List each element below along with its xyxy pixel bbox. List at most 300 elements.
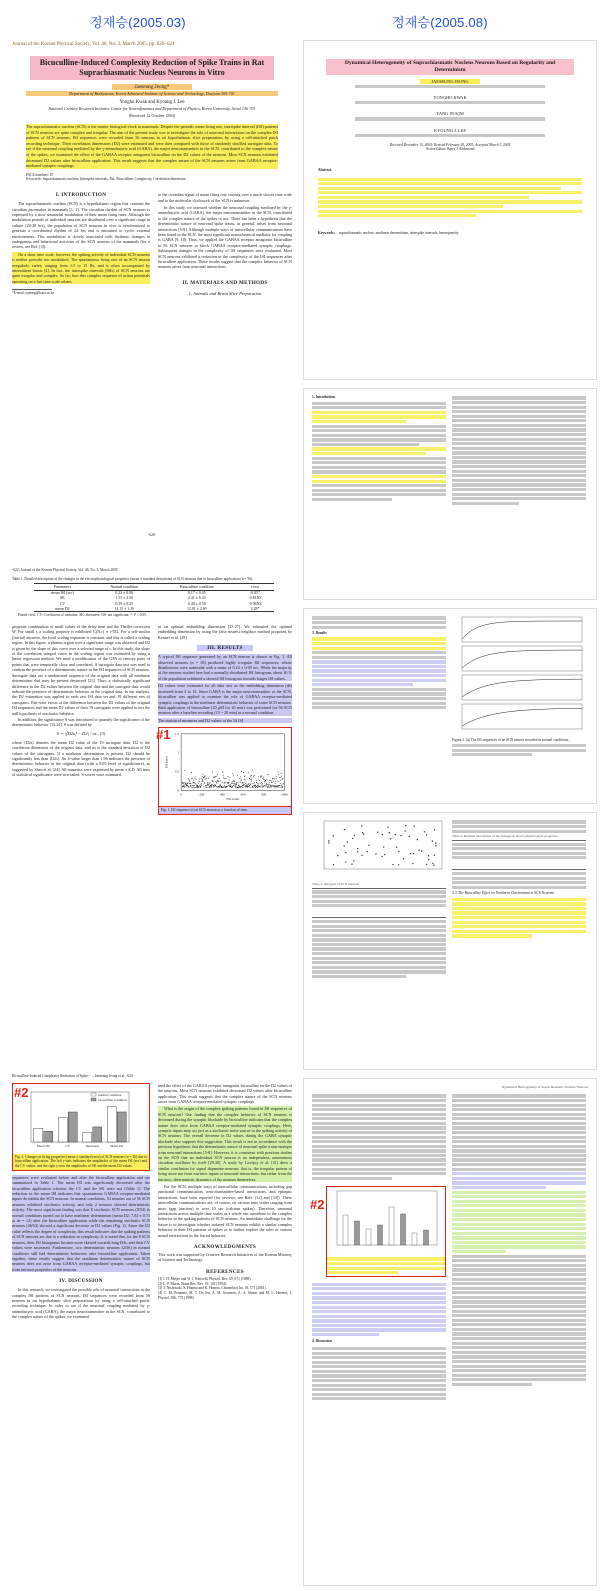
figure-1-point (207, 787, 208, 788)
figure-1-point (268, 774, 269, 775)
r3-table-1-caption: Table 1. Subtypes of SCN neurons (312, 882, 359, 886)
figure-1-point (196, 779, 197, 780)
r3-scatter-point (398, 851, 399, 852)
keywords-line: Keywords: Suprachiasmatic nucleus, Interspike intervals, Rat, Bicuculline, Complexity, Correlation dimension (26, 177, 186, 182)
r4-bar (378, 1225, 383, 1245)
r2-panel-curve (462, 679, 582, 697)
figure-1-point (216, 782, 217, 783)
r3-scatter-point (384, 854, 385, 855)
figure-1-point (191, 773, 192, 774)
figure-1-point (253, 787, 254, 788)
figure-1-point (208, 778, 209, 779)
legend-swatch (91, 1098, 96, 1101)
figure-1-point (206, 785, 207, 786)
table-1-cell: mean ISI (sec) (51, 591, 74, 596)
r3-scatter-point (428, 859, 429, 860)
table-1-cell: -0.81NS (248, 596, 262, 601)
r3-scatter-point (434, 829, 435, 830)
r3-scatter-point (432, 863, 433, 864)
r4-bar (412, 1233, 417, 1245)
figure-2-bar-bicuculline (44, 1131, 53, 1142)
table-1-cell: 12.01 ± 2.69 (186, 606, 207, 611)
mark-2-left: #2 (14, 1084, 29, 1100)
figure-2-bar-bicuculline (117, 1112, 126, 1142)
r3-scatter-point (435, 842, 436, 843)
reference-item: [3] T. Nishiwaki, S. Honma and K. Honma, Chronobiol Int. 18, 571 (2001). (158, 1286, 267, 1291)
r3-scatter-point (410, 853, 411, 854)
r1-abstract-label: Abstract. (318, 168, 333, 173)
figure-1-point (189, 779, 190, 780)
table-1-header-cell: Parameters (53, 585, 72, 589)
r2-panel-frame (462, 617, 582, 642)
figure-1-xtick: 200 (199, 792, 205, 797)
figure-1-point (239, 787, 240, 788)
figure-1-point (253, 783, 254, 784)
figure-1-point (248, 786, 249, 787)
r4-section-discussion: 4. Discussion (312, 1339, 332, 1344)
intro-para-1-text: The suprachiasmatic nucleus (SCN) is a hypothalamic region that contains the circadian pacemaker in mammals [1, 2]. The circadian rhythm of SCN neurons is expressed by a slow sinusoidal modulation of their mean firing rates. Although the modulation periods of individual neurons are distributed over a significant range in culture (20-28 hrs), the population of SCN neurons in vivo is synchronized to generate a coordinated rhythm of 24 hrs and is entrained to cyclic external environments. This modulation is closely associated with rhythmic changes in endogenous and behavioral activities of the SCN neurons of the mammals (for a review, see Ref. [3]). (12, 201, 150, 250)
r1-author: KYOUNG J. LEE (433, 127, 467, 133)
section-acknowledgments: ACKNOWLEDGMENTS (193, 1244, 257, 1251)
figure-1-point (219, 787, 220, 788)
figure-1-point (213, 787, 214, 788)
figure-2-group-label: CV (65, 1143, 71, 1148)
figure-1-point (271, 781, 272, 782)
r3-scatter-point (375, 853, 376, 854)
r1-author: YONGHO KWAK (433, 95, 467, 101)
figure-1-ylabel: ISI (sec) (164, 756, 169, 769)
figure-1-point (182, 782, 183, 783)
table-1-cell: 0.22 ± 0.06 (115, 591, 134, 596)
r4-running-head: Dynamical Heterogeneity of Suprachiasmatic Nucleus Neurons (501, 1085, 588, 1089)
figure-1-ytick: 0 (177, 788, 180, 793)
figure-1-point (257, 785, 258, 786)
figure-1-xtick: 800 (261, 792, 267, 797)
figure-1-point (278, 782, 279, 783)
figure-1-point (279, 777, 280, 778)
r3-scatter-point (418, 849, 419, 850)
figure-1-ytick: 1 (177, 750, 180, 755)
r3-scatter-point (337, 855, 338, 856)
figure-2-bar-normal (58, 1117, 67, 1141)
figure-1-point (184, 787, 185, 788)
figure-1-point (276, 776, 277, 777)
figure-1-point (275, 786, 276, 787)
r3-scatter-point (377, 832, 378, 833)
abstract-text: The suprachiasmatic nucleus (SCN) is the master biological clock in mammals. Despite the periodic mean firing rate, interspike interval (ISI) patterns of SCN neurons are quite complex and irregular. The aim of the present study was to investigate the role of neuronal interactions on the complex ISI patterns of SCN neurons. ISI sequences were recorded from 56 neurons in rat hypothalamic slice preparations by using a cell-attached patch recording technique. Their correlation dimensions (D2) were estimated and were then compared with those of randomly shuffled surrogate data. To see if the neuronal coupling mediated by the γ-aminobutyric acid (GABA), the major neurotransmitter in the SCN, contributed to the complex nature of the spikes, we examined the effect of the GABAA receptor antagonist bicuculline on the D2 values of the neurons. Most SCN neurons exhibited decreased D2 values after bicuculline application. This result suggests that the complex nature of the SCN neurons arises from GABAA receptor-mediated synaptic couplings. (26, 124, 278, 169)
figure-1-point (190, 783, 191, 784)
legend-label: bicuculline condition (98, 1097, 127, 1102)
figure-1-point (267, 775, 268, 776)
figure-1-point (244, 776, 245, 777)
figure-1-point (186, 784, 187, 785)
figure-1-point (207, 785, 208, 786)
results-para-3: The statistical measures and D2 values of the 56 ISI (158, 718, 292, 723)
figure-1-point (257, 787, 258, 788)
right-page-3 (303, 608, 597, 804)
figure-1-point (252, 770, 253, 771)
figure-1-point (249, 783, 250, 784)
figure-1-point (239, 778, 240, 779)
figure-1-point (243, 785, 244, 786)
figure-1-point (216, 786, 217, 787)
r2-figure-panels (452, 615, 586, 733)
figure-1-point (254, 782, 255, 783)
figure-1-point (232, 787, 233, 788)
figure-1-point (239, 785, 240, 786)
figure-1-point (269, 787, 270, 788)
figure-1-point (229, 777, 230, 778)
figure-1-point (195, 777, 196, 778)
legend-swatch (91, 1093, 96, 1096)
figure-1-point (264, 783, 265, 784)
figure-1-point (248, 772, 249, 773)
figure-1-point (271, 786, 272, 787)
figure-1-point (207, 783, 208, 784)
r3-scatter-point (347, 841, 348, 842)
r3-scatter-frame (324, 821, 442, 869)
r2-panel-frame (462, 646, 582, 671)
figure-1-point (278, 774, 279, 775)
figure-1-point (263, 777, 264, 778)
r1-author: YANG IN KIM (436, 111, 464, 117)
r3-scatter-point (413, 853, 414, 854)
figure-1-xtick: 400 (219, 792, 225, 797)
figure-1-point (197, 785, 198, 786)
left-page-1 (4, 40, 300, 552)
figure-1-point (219, 781, 220, 782)
results-para-2: D2 values were estimated for all data sets as the embedding dimension (de) increased from 2 to 15. Since GABA is the major neurotransmitter of the SCN, bicuculline was applied to examine the role of GABAA receptor-mediated synaptic couplings in the nonlinear deterministic behavior of some SCN neurons. Bath application of bicuculline (20 μM for 20 min) was performed for 56 SCN neurons after a baseline recording (15 ~ 20 min) in a normal condition. (158, 683, 292, 716)
figure-1-point (267, 784, 268, 785)
r3-scatter-point (428, 855, 429, 856)
figure-1-point (223, 775, 224, 776)
r2-panel-curve (462, 650, 582, 668)
figure-1-point (202, 781, 203, 782)
figure-1-point (230, 784, 231, 785)
r4-bar-frame (337, 1191, 437, 1245)
r3-scatter-figure (312, 819, 446, 875)
figure-1-point (264, 781, 265, 782)
table-1-cell: 0.39 ± 0.25 (115, 601, 134, 606)
figure-1-point (265, 781, 266, 782)
table-1-cell: 2.28* (250, 606, 260, 611)
methods-para-a: propriate combination of small values of the delay time and the Theiler correction W. For small r, a scaling property is exhibited: C(N,r) ∝ r^D2. For a self-similar (fractal) attractor, the local scaling exponent is constant, and this is called a scaling region. In this figure, a plateau region over a significant range was observed and D2 is given by the slope of this curve over a selected range of r. In this study, the slope of the correlation integral curve in the scaling region was estimated by using a linear regression method. We used a modification of the GPA to remove pairs of points that were temporally close and correlated. A surrogate data test was used to confirm the presence of a deterministic nature in the ISI sequences of SCN neurons. Surrogate data are a randomized sequence of the original data with all nonlinear determinism that may be present destroyed [23]. Thus, a statistically significant difference in the D2 values between the original data and the surrogate data would indicate the presence of deterministic behavior in the original data. In our analysis, the D2 estimation was applied to each raw ISI data set and 19 different sets of surrogates. Pair-wise t-tests of the difference between the D2 values of the original ISI sequences and the mean D2 values of their 19 surrogates were applied to test the null hypothesis of stochastic behavior. (12, 624, 150, 716)
figure-1-point (279, 785, 280, 786)
r3-scatter-point (333, 835, 334, 836)
r3-scatter-point (435, 845, 436, 846)
mark-1-left: #1 (156, 727, 171, 743)
r2-panel-frame (462, 704, 582, 729)
figure-1-point (209, 786, 210, 787)
figure-1-point (272, 785, 273, 786)
table-1-notes: Paired t-test. CV: Coefficient of variation; SK: skewness; NS: not significant; *: P < 0.05. (18, 613, 147, 618)
r3-scatter-point (344, 829, 345, 830)
figure-1-point (227, 786, 228, 787)
figure-1-point (190, 783, 191, 784)
table-1-header-cell: Normal condition (110, 585, 138, 589)
figure-1-point (238, 782, 239, 783)
figure-1-point (200, 787, 201, 788)
right-header-label: 정재승(2005.08) (392, 15, 488, 30)
r2-panel-curve (462, 708, 582, 726)
table-1-cell: -0.96NS (248, 601, 262, 606)
figure-1-point (262, 787, 263, 788)
figure-1-point (229, 780, 230, 781)
r3-scatter-point (409, 836, 410, 837)
figure-1-point (265, 786, 266, 787)
figure-1-point (191, 778, 192, 779)
figure-1-point (282, 787, 283, 788)
figure-1-point (256, 780, 257, 781)
reference-item: [4] C. M. Pennartz, M. T. De Jeu, A. M. Geurtsen, A. A. Sluiter and M. L. Hermes, J. Physiol. 506, 775 (1998). (158, 1291, 292, 1300)
r3-scatter-point (382, 834, 383, 835)
figure-1-point (202, 776, 203, 777)
figure-1-point (269, 782, 270, 783)
figure-1-point (218, 786, 219, 787)
figure-1-point (247, 787, 248, 788)
figure-1-xlabel: ISI event (226, 797, 240, 802)
r3-scatter-point (403, 858, 404, 859)
figure-1-point (260, 776, 261, 777)
figure-1-point (232, 786, 233, 787)
r4-bar (389, 1207, 394, 1245)
figure-1-point (222, 782, 223, 783)
r1-keywords: suprachiasmatic nucleus, nonlinear determinism, interspike intervals, heterogeneity (338, 231, 459, 236)
r3-scatter-point (387, 827, 388, 828)
r3-scatter-point (344, 845, 345, 846)
figure-1-point (254, 786, 255, 787)
left-page-2 (4, 566, 300, 1066)
figure-1-point (235, 787, 236, 788)
r3-scatter-point (432, 840, 433, 841)
figure-1-caption: Fig. 1. ISI sequence of an SCN neuron as a function of time. (158, 807, 292, 815)
r3-scatter-point (404, 830, 405, 831)
r3-scatter-point (345, 852, 346, 853)
figure-1-point (243, 772, 244, 773)
figure-1-point (203, 774, 204, 775)
figure-1-point (272, 782, 273, 783)
figure-1-ytick: 0.5 (175, 769, 180, 774)
reference-item: [1] J. H. Meijer and W. J. Rietveld, Physiol. Rev. 69, 671 (1989). (158, 1276, 252, 1281)
received-date: (Received 12 October 2004) (128, 113, 176, 118)
figure-1-point (240, 786, 241, 787)
results-para-4: sequences were evaluated before and after the bicuculline application and are summarized in Table 1. The mean ISI was significantly decreased after the bicuculline application whereas the CV and the SK were not (Table 1). The reduction in the mean ISI indicates that spontaneous GABAA receptor-mediated inputs do inhibit the SCN neurons. In normal conditions, 54 neurons out of 56 SCN neurons exhibited stochastic activity, and only 2 neurons showed deterministic activity. The most significant finding was that 8 stochastic SCN neurons (8/54) in normal conditions turned out to have nonlinear determinism (mean D2: 7.02 ± 0.73 at de = 12) after the bicuculline application while the remaining stochastic SCN neurons (46/54) showed a significant decrease in D2 values (Fig. 2). Since the D2 value reflects the degree of complexity, this result indicates that the spiking patterns of SCN neurons are due to a reduction in complexity. It is noted that, for the 8 SCN neurons, their ISI histograms became more skewed towards long ISIs, and their CV values were increased. Furthermore, two deterministic neurons (2/56) in normal conditions still had deterministic behaviors after bicuculline application. Taken together, these results suggest that the nonlinear deterministic nature of SCN neurons does not arise from GABAA receptor-mediated synaptic couplings, but from intrinsic properties of the neurons. (12, 1174, 150, 1272)
pacs-line: PACS numbers: 87 (26, 172, 54, 177)
r3-scatter-point (328, 840, 329, 841)
r3-scatter-point (405, 825, 406, 826)
figure-1-point (192, 778, 193, 779)
r4-bar (366, 1229, 371, 1245)
intro-para-3: to the circadian signal of mean firing rate varying over a much slower time scale and to the molecular clockwork of the SCN is unknown. (158, 192, 292, 203)
figure-1-point (233, 785, 234, 786)
r2-section-results: 3. Results (312, 630, 327, 635)
figure-1-point (224, 782, 225, 783)
figure-1-point (232, 782, 233, 783)
figure-1-point (187, 783, 188, 784)
figure-1-point (256, 782, 257, 783)
figure-1-point (273, 781, 274, 782)
figure-1-point (282, 786, 283, 787)
figure-1-point (196, 785, 197, 786)
figure-1-point (280, 783, 281, 784)
figure-1-point (245, 780, 246, 781)
figure-1-point (183, 783, 184, 784)
figure-1-point (247, 785, 248, 786)
r4-bar (355, 1221, 360, 1245)
mark-2-right: #2 (310, 1197, 325, 1212)
r3-scatter-point (354, 835, 355, 836)
table-1 (34, 583, 274, 612)
figure-1-point (241, 771, 242, 772)
author-1: Jaeseung Jeong* (112, 84, 192, 90)
figure-1-point (232, 773, 233, 774)
figure-1-point (261, 786, 262, 787)
page-number-620: -620- (148, 533, 156, 538)
figure-1-point (262, 785, 263, 786)
equation-3: S = |⟨D2s⟩ − D2| / σs , (3) (56, 730, 106, 736)
figure-1-point (185, 786, 186, 787)
figure-1-point (203, 786, 204, 787)
figure-1-xtick: 0 (180, 792, 182, 797)
discussion-para-2: ined the effect of the GABAA receptor antagonist bicuculline on the D2 values of the neurons. Most SCN neurons exhibited decreased D2 values after bicuculline application. This result suggests that the complex nature of the SCN neurons arises from GABAA receptor-mediated synaptic couplings. (158, 1082, 292, 1104)
intro-para-4: In this study, we assessed whether the neuronal coupling mediated by the γ-aminobutyric acid (GABA), the major neurotransmitter in the SCN, contributed to the complex nature of the spikes or not. There has been a hypothesis that the deterministic nature of neuronal spike trains, in general, arises from neuronal interactions [5-8]. Although multiple ways of intercellular communications have been found in the SCN, the most significant neurochemical mediator for coupling is GABA [9, 10]. Thus, we applied the GABAA receptor antagonist bicuculline to 56 SCN neurons to block GABAA receptor-mediated synaptic couplings. Subsequent changes in the complexity of ISI sequences were evaluated. Most SCN neurons exhibited a reduction in the complexity of the ISI sequences after bicuculline application. These results suggest that the complex behavior of SCN neurons arises from neuronal interactions. (158, 204, 292, 270)
figure-1-point (254, 775, 255, 776)
figure-1-point (214, 784, 215, 785)
figure-1-point (236, 784, 237, 785)
figure-1-point (250, 779, 251, 780)
figure-1-point (185, 783, 186, 784)
figure-1-point (237, 775, 238, 776)
figure-1-point (259, 780, 260, 781)
legend-label: normal condition (98, 1092, 122, 1097)
footnote: *E-mail: jsjeong@kaist.ac.kr (12, 290, 54, 295)
figure-1-point (226, 778, 227, 779)
figure-1-point (238, 787, 239, 788)
figure-1-point (217, 774, 218, 775)
figure-1-point (250, 784, 251, 785)
figure-1-point (266, 786, 267, 787)
table-1-cell: 14.15 ± 1.19 (114, 606, 135, 611)
r4-bar (343, 1215, 348, 1245)
r2-panel-curve (462, 621, 582, 639)
figure-1-point (224, 786, 225, 787)
figure-1-point (249, 778, 250, 779)
journal-line: Journal of the Korean Physical Society, Vol. 46, No. 3, March 2005, pp. 620~624 (12, 42, 175, 47)
figure-1-point (216, 776, 217, 777)
figure-1-point (225, 782, 226, 783)
figure-1-point (278, 787, 279, 788)
section-discussion: IV. DISCUSSION (59, 1278, 103, 1285)
figure-1-point (271, 787, 272, 788)
figure-1-point (241, 780, 242, 781)
figure-1-point (216, 783, 217, 784)
figure-1-point (224, 778, 225, 779)
figure-2-caption: Fig. 2. Changes in firing properties (mean ± standard error) of SCN neurons (n = 56) due to bicuculline application. The left y-axis indicates the amplitudes of the mean ISI (sec) and the CV values, and the right y-axis the amplitudes of SK and the mean D2 values. (15, 1154, 147, 1169)
figure-1-point (213, 781, 214, 782)
results-para-1: A typical ISI sequence generated by an SCN neuron is shown in Fig. 1. All observed neurons (n = 56) produced highly irregular ISI sequences, whose distributions were unimodal with a mean of 0.24 ± 0.09 sec. While the majority of the neurons studied here had a normally distributed ISI histogram, about 30 % of the population exhibited a skewed ISI histogram towards longer ISI values. (158, 654, 292, 681)
r3-table-2-caption: Table 2. Detailed description of the changes in electrophysiological properties (452, 834, 558, 839)
figure-1-point (199, 781, 200, 782)
figure-1-point (260, 787, 261, 788)
figure-1-point (261, 776, 262, 777)
figure-1-point (222, 787, 223, 788)
figure-1-point (215, 781, 216, 782)
figure-1-point (270, 780, 271, 781)
figure-2-bar-normal (107, 1106, 116, 1141)
figure-1-point (273, 778, 274, 779)
figure-1-point (195, 784, 196, 785)
r3-scatter-point (414, 825, 415, 826)
figure-2-bar-normal (83, 1132, 92, 1142)
r2-panel-frame (462, 675, 582, 700)
figure-1-point (212, 784, 213, 785)
table-1-cell: 0.48 ± 0.50 (187, 601, 206, 606)
r3-scatter-point (398, 864, 399, 865)
figure-1-point (194, 785, 195, 786)
r3-scatter-point (361, 825, 362, 826)
figure-1-point (260, 777, 261, 778)
discussion-para-4: For the SCN, multiple ways of intercellular communications, including gap junctional communication, neurotransmitter-based interactions, and ephaptic interactions, have been reported (for reviews, see Refs. [32] and [33]). These intercellular communications are, of course, on various time scales ranging from msec (gap junction) to over 10 sec (calcium spikes). Therefore, neuronal interactions across multiple time scales as a whole can contribute to the complex behavior in the spiking patterns of SCN neurons. An immediate challenge for the future is to investigate whether isolated SCN neurons exhibit a similar complex behavior in their ISI patterns of spikes or to further explore the roles of various neural interactions in the fractal behavior. (158, 1184, 292, 1238)
methods-para-b: In addition, the significance S was introduced to quantify the significance of the deterministic behavior [13,24]. S was defined by (12, 716, 150, 728)
figure-1-point (275, 781, 276, 782)
figure-1-point (234, 785, 235, 786)
r3-scatter-point (433, 864, 434, 865)
figure-1-point (223, 786, 224, 787)
figure-1-point (263, 786, 264, 787)
table-1-caption: Table 1. Detailed description of the changes in the electrophysiological properties (mean ± standard deviations) of SCN neurons due to bicuculline application (n = 56). (12, 576, 254, 581)
figure-1-point (276, 778, 277, 779)
figure-1-point (231, 783, 232, 784)
figure-1-point (283, 783, 284, 784)
figure-1-point (190, 785, 191, 786)
r1-received: Received December 10, 2004; Revised February 20, 2005; Accepted March 3, 2005 (389, 142, 511, 147)
affiliation-2: National Creative Research Initiative Center for Neurodynamics and Department of Physics, Korea University, Seoul 136-701 (48, 106, 256, 111)
figure-1-point (210, 782, 211, 783)
figure-1-point (253, 776, 254, 777)
figure-1-point (184, 782, 185, 783)
r3-scatter-point (389, 832, 390, 833)
running-head-622: -622- Journal of the Korean Physical Society, Vol. 46, No. 3, March 2005 (12, 568, 118, 572)
figure-1-point (184, 785, 185, 786)
r1-action-editor: Action Editor: Barry J. Richmond (425, 147, 475, 152)
r3-scatter-point (421, 851, 422, 852)
figure-1-point (242, 782, 243, 783)
reference-item: [2] L. P. Morin, Brain Res. Rev. 19, 102 (1994). (158, 1281, 227, 1286)
table-1-cell: 1.53 ± 2.56 (115, 596, 134, 601)
figure-1-point (281, 776, 282, 777)
references-list (158, 1277, 292, 1301)
figure-1-point (280, 780, 281, 781)
left-page-3 (4, 1072, 300, 1588)
figure-1-point (260, 783, 261, 784)
figure-1-point (202, 779, 203, 780)
r3-scatter-point (426, 834, 427, 835)
table-1-cell: -0.85* (250, 591, 261, 596)
figure-1-point (236, 783, 237, 784)
figure-1-point (193, 780, 194, 781)
r4-bar (424, 1230, 429, 1245)
figure-1-point (214, 785, 215, 786)
r3-scatter-point (351, 863, 352, 864)
figure-1-point (250, 776, 251, 777)
figure-1-point (222, 772, 223, 773)
figure-1-point (255, 785, 256, 786)
figure-1-point (273, 786, 274, 787)
discussion-para-3: What is the origin of the complex spiking patterns found in ISI sequences of SCN neurons? Our finding that the complex behavior of SCN neurons is decreased during the synaptic blockade by bicuculline indicates that the complex nature does arise from GABAA receptor-mediated synaptic couplings. Here, synaptic inputs may act just as a stochastic noise source in the spiking activity of SCN neurons. The overall decrease in D2 values during the GABA synaptic blockade also supports this suggestion. This result is not in accordance with the previous hypothesis that the deterministic nature of neuronal spike trains emerges from neuronal interactions [5-8]. However, it is consistent with previous studies on the SCN that an individual SCN neuron is an independent, autonomous circadian oscillator by itself [29,30]. A study by Lovejoy et al. [31] drew a similar conclusion for signal dopamine neurons; that is, the irregular pattern of firing arose not from extrinsic inputs or neuronal interactions, but rather from the intrinsic, deterministic dynamics of the neurons themselves. (158, 1106, 292, 1182)
figure-1-point (192, 786, 193, 787)
methods-para-d: at an optimal embedding dimension [25-27]. We estimated the optimal embedding dimension by using the false nearest neighbor method proposed by Kennel et al. [28]. (158, 624, 292, 640)
r1-keywords-label: Keywords: (318, 231, 335, 236)
